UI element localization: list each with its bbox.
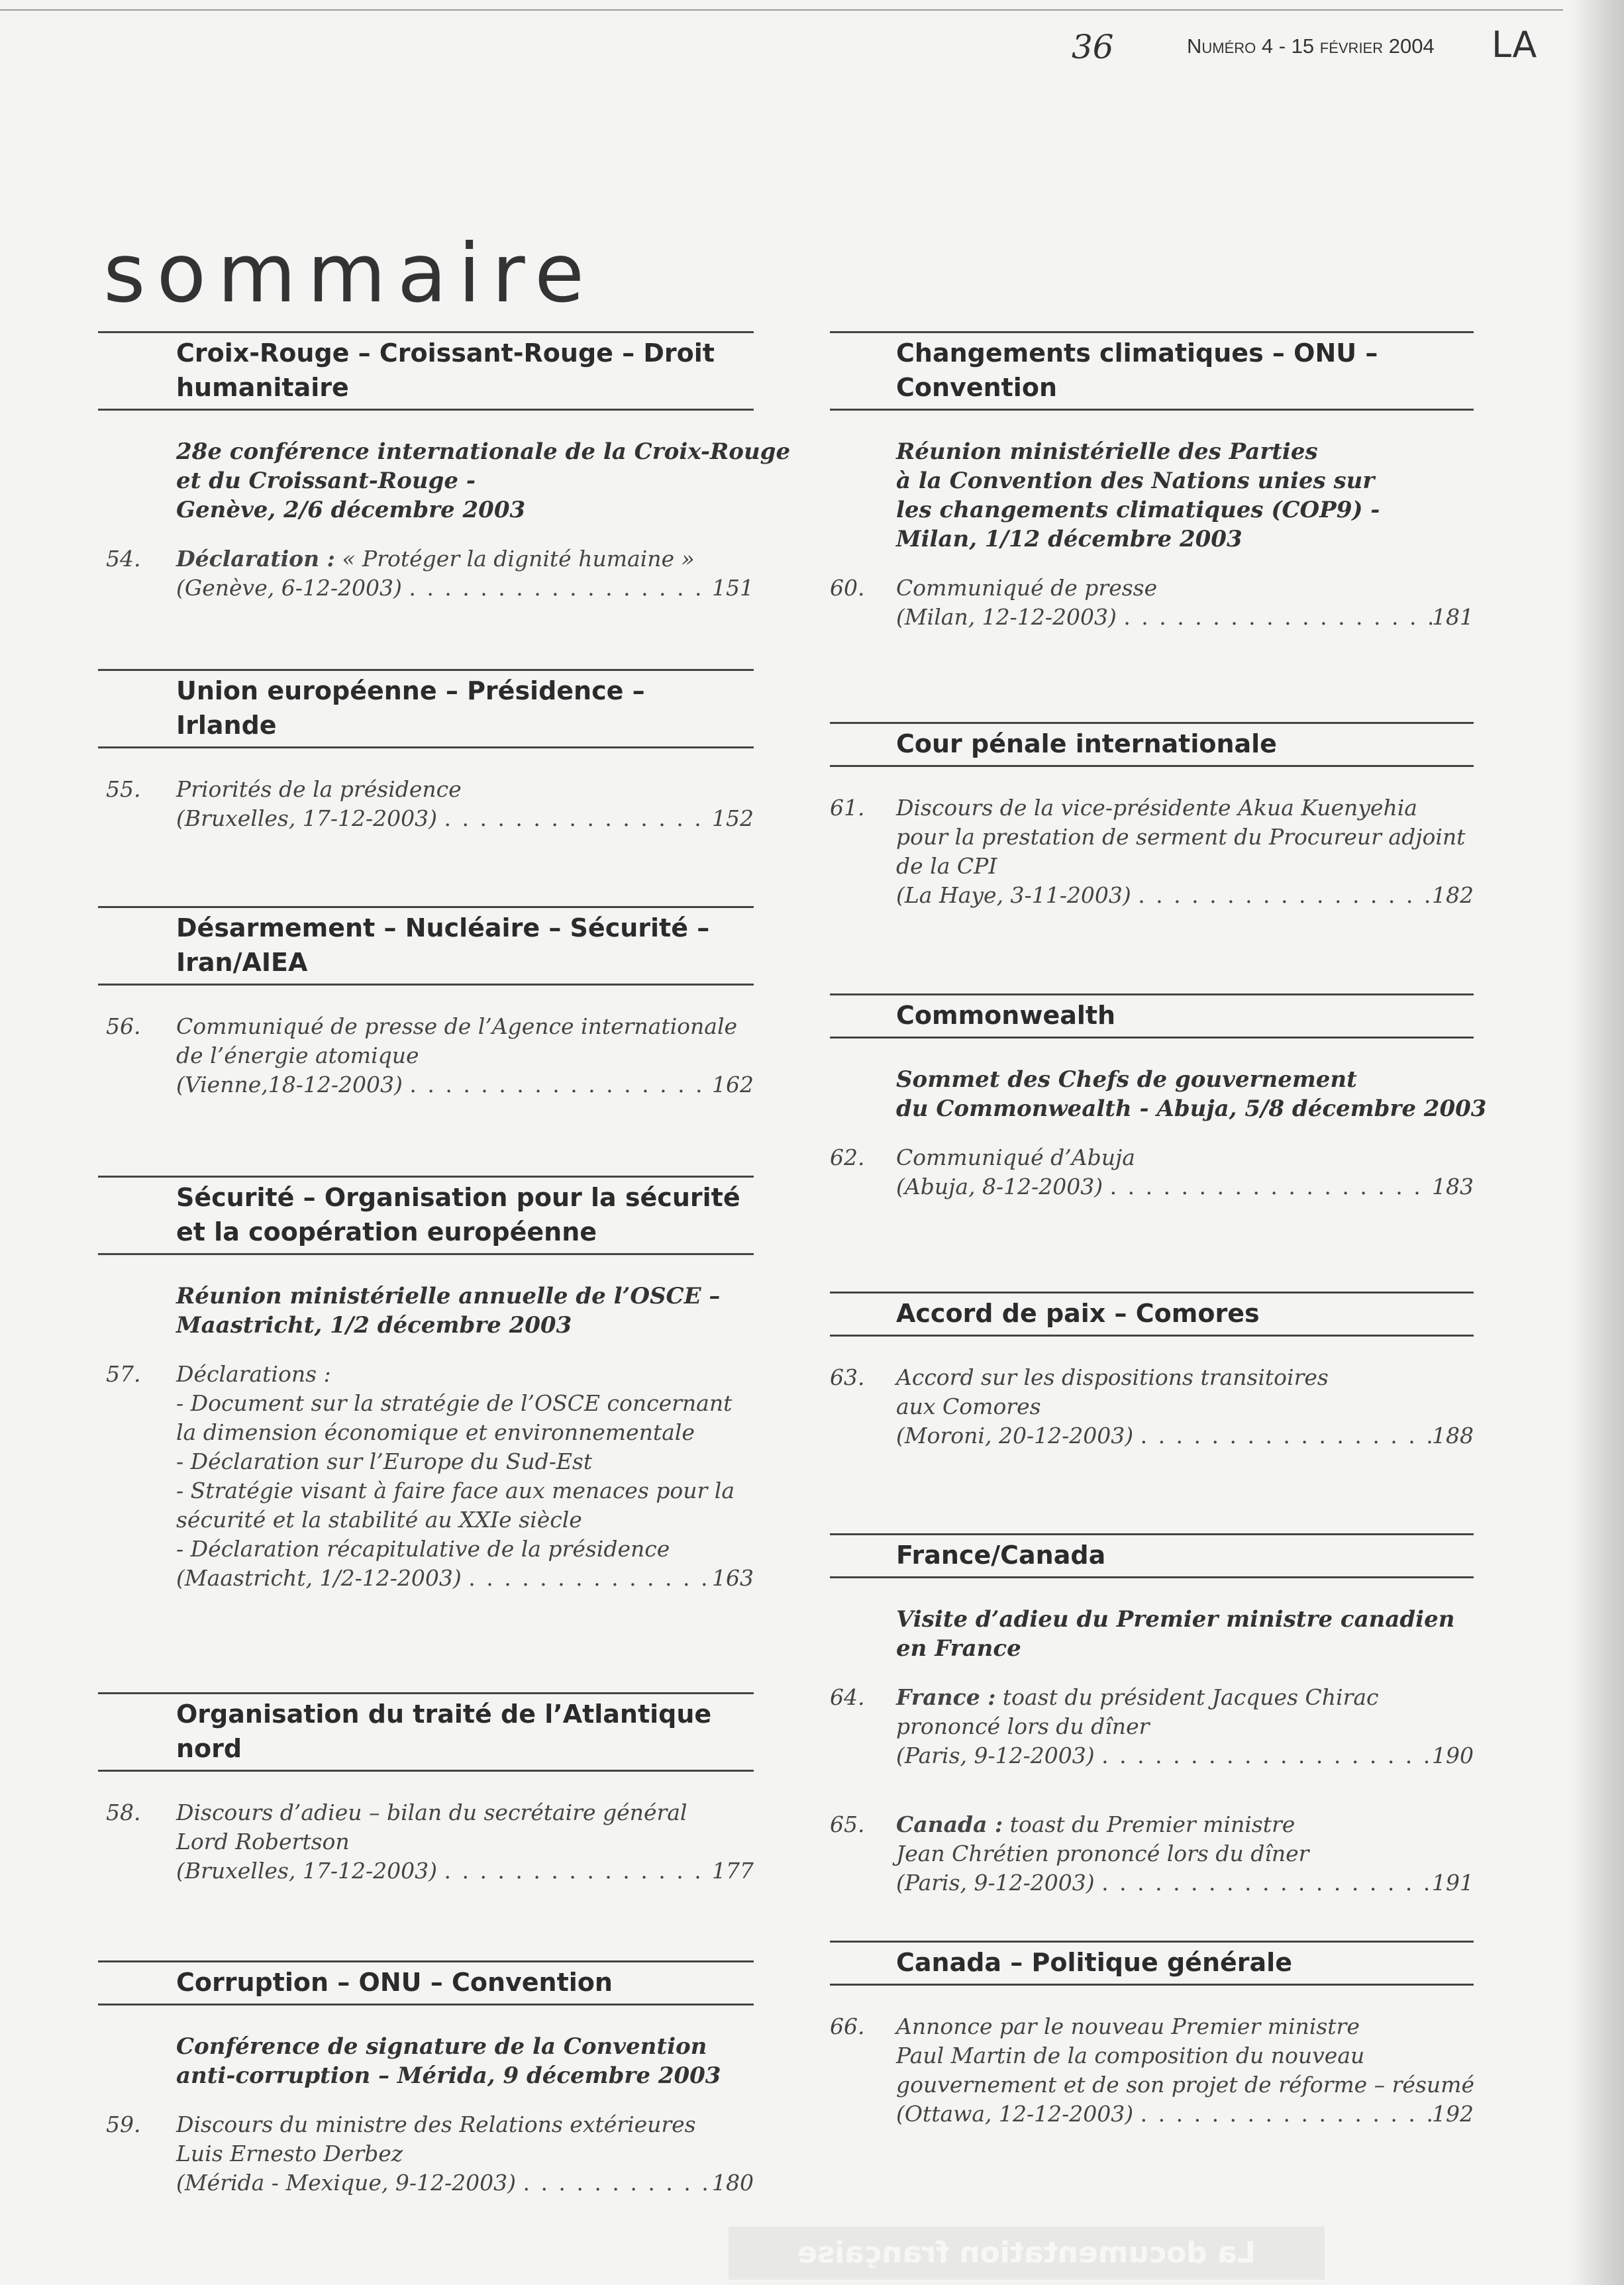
section-header (98, 331, 754, 411)
toc-section (830, 1292, 1474, 1450)
entry-number: 60. (830, 575, 865, 601)
section-title: Commonwealth (896, 1001, 1116, 1030)
entry-location-line (176, 804, 754, 833)
entry-body (176, 775, 754, 833)
toc-entry[interactable] (830, 2012, 1474, 2129)
toc-section (98, 669, 754, 833)
handwritten-page-number: 36 (1072, 28, 1114, 66)
entry-number: 66. (830, 2013, 865, 2039)
section-title: Union européenne – Présidence – Irlande (176, 676, 645, 740)
entry-location: (Bruxelles, 17-12-2003) (176, 805, 444, 831)
dot-leader (1138, 881, 1432, 910)
conference-line: à la Convention des Nations unies sur (896, 468, 1375, 494)
entry-body (896, 2012, 1474, 2129)
toc-entry[interactable] (830, 1810, 1474, 1898)
entry-number: 63. (830, 1364, 865, 1390)
conference-line: les changements climatiques (COP9) - (896, 497, 1380, 523)
toc-entry[interactable] (98, 1012, 754, 1099)
conference-title (896, 1065, 1487, 1123)
section-title: Sécurité – Organisation pour la sécurité et la coopération européenne (176, 1183, 740, 1246)
page-number: 177 (712, 1858, 754, 1884)
page-number: 152 (712, 805, 754, 831)
entry-line: la dimension économique et environnementale (176, 1419, 695, 1445)
entry-line: prononcé lors du dîner (896, 1713, 1150, 1739)
toc-section (98, 331, 791, 603)
entry-number: 56. (106, 1013, 141, 1039)
entry-location-line (176, 1564, 754, 1593)
toc-entry[interactable] (98, 544, 754, 603)
entry-location-line (176, 2168, 754, 2198)
conference-title (896, 437, 1474, 554)
entry-number: 58. (106, 1800, 141, 1825)
entry-line: Paul Martin de la composition du nouveau (896, 2043, 1365, 2068)
entry-location: (Mérida - Mexique, 9-12-2003) (176, 2170, 523, 2196)
entry-location-line (896, 1421, 1474, 1450)
entry-location: (Milan, 12-12-2003) (896, 604, 1124, 630)
section-header (98, 1692, 754, 1772)
entry-line: Jean Chrétien prononcé lors du dîner (896, 1841, 1309, 1866)
section-header (830, 993, 1474, 1039)
dot-leader (468, 1564, 712, 1593)
issue-label: Numéro 4 - 15 février 2004 (1187, 34, 1435, 58)
toc-entry[interactable] (98, 2110, 754, 2198)
toc-entry[interactable] (830, 574, 1474, 632)
entry-location-line (896, 603, 1474, 632)
section-header (830, 722, 1474, 767)
section-header (98, 1176, 754, 1255)
entry-line: - Déclaration sur l’Europe du Sud-Est (176, 1448, 593, 1474)
conference-title (176, 2032, 754, 2090)
toc-section (98, 1176, 754, 1593)
toc-entry[interactable] (830, 1143, 1474, 1201)
dot-leader (409, 1070, 712, 1099)
entry-body (896, 1810, 1474, 1898)
entry-location-line (896, 1741, 1474, 1770)
section-title: Canada – Politique générale (896, 1948, 1292, 1977)
section-header (98, 669, 754, 748)
entry-body (896, 1363, 1474, 1450)
entry-body (896, 793, 1474, 910)
entry-lead: France : (896, 1684, 996, 1710)
entry-location-line (176, 1070, 754, 1099)
entry-location: (Vienne,18-12-2003) (176, 1072, 410, 1097)
footer-publisher-band: La documentation française (729, 2227, 1325, 2280)
conference-line: anti-corruption – Mérida, 9 décembre 2003 (176, 2062, 721, 2089)
entry-number: 62. (830, 1144, 865, 1170)
entry-body (896, 574, 1474, 632)
entry-line: Communiqué de presse (896, 575, 1158, 601)
toc-section (830, 1941, 1474, 2129)
section-title: Corruption – ONU – Convention (176, 1968, 613, 1997)
entry-line: Discours de la vice-présidente Akua Kuenyehia (896, 795, 1417, 821)
conference-line: Réunion ministérielle des Parties (896, 438, 1318, 465)
entry-line: Discours d’adieu – bilan du secrétaire général (176, 1800, 687, 1825)
dot-leader (444, 804, 712, 833)
entry-lead: Déclaration : (176, 546, 335, 572)
page-number: 190 (1432, 1743, 1474, 1768)
entry-number: 59. (106, 2111, 141, 2137)
entry-line: - Déclaration récapitulative de la présidence (176, 1536, 670, 1562)
page-number: 192 (1432, 2101, 1474, 2127)
entry-line: Canada : toast du Premier ministre (896, 1811, 1295, 1837)
section-title: Organisation du traité de l’Atlantique nord (176, 1700, 712, 1763)
toc-section (830, 331, 1474, 632)
toc-entry[interactable] (830, 1363, 1474, 1450)
dot-leader (1141, 1421, 1432, 1450)
conference-line: Maastricht, 1/2 décembre 2003 (176, 1312, 572, 1339)
conference-title (176, 437, 791, 525)
page-number: 151 (712, 575, 754, 601)
entry-body (176, 2110, 754, 2198)
section-header (98, 906, 754, 986)
page-number: 163 (712, 1565, 754, 1591)
conference-line: Conférence de signature de la Convention (176, 2033, 707, 2060)
conference-line: Visite d’adieu du Premier ministre canadien (896, 1606, 1455, 1633)
entry-number: 65. (830, 1811, 865, 1837)
page-number: 181 (1432, 604, 1474, 630)
toc-entry[interactable] (98, 775, 754, 833)
toc-section (830, 722, 1474, 910)
entry-location: (Paris, 9-12-2003) (896, 1870, 1102, 1896)
entry-line: Priorités de la présidence (176, 776, 462, 802)
section-title: Cour pénale internationale (896, 729, 1277, 758)
conference-line: Sommet des Chefs de gouvernement (896, 1066, 1357, 1093)
section-header (830, 1292, 1474, 1337)
entry-body (176, 544, 754, 603)
entry-location: (Abuja, 8-12-2003) (896, 1174, 1110, 1199)
page-number: 188 (1432, 1423, 1474, 1448)
section-header (98, 1960, 754, 2006)
conference-line: et du Croissant-Rouge - (176, 468, 476, 494)
conference-line: Genève, 2/6 décembre 2003 (176, 497, 526, 523)
section-title: Accord de paix – Comores (896, 1299, 1260, 1328)
conference-line: 28e conférence internationale de la Croix-Rouge (176, 438, 791, 465)
page-title: sommaire (103, 226, 596, 321)
section-title: Changements climatiques – ONU – Convention (896, 338, 1378, 402)
entry-line: de l’énergie atomique (176, 1042, 419, 1068)
entry-body (176, 1798, 754, 1886)
entry-location: (Paris, 9-12-2003) (896, 1743, 1102, 1768)
section-title: France/Canada (896, 1541, 1106, 1570)
entry-line: France : toast du président Jacques Chirac (896, 1684, 1379, 1710)
conference-line: en France (896, 1635, 1021, 1662)
entry-body (176, 1012, 754, 1099)
toc-section (98, 1692, 754, 1886)
entry-line: - Stratégie visant à faire face aux menaces pour la (176, 1478, 735, 1503)
section-title: Croix-Rouge – Croissant-Rouge – Droit humanitaire (176, 338, 715, 402)
entry-location-line (176, 574, 754, 603)
entry-line: - Document sur la stratégie de l’OSCE concernant (176, 1390, 733, 1416)
page-number: 183 (1432, 1174, 1474, 1199)
entry-line: de la CPI (896, 853, 997, 879)
dot-leader (409, 574, 712, 603)
entry-line: Lord Robertson (176, 1829, 350, 1854)
conference-line: du Commonwealth - Abuja, 5/8 décembre 2003 (896, 1095, 1487, 1122)
toc-entry[interactable] (830, 1683, 1474, 1770)
entry-location: (Moroni, 20-12-2003) (896, 1423, 1141, 1448)
entry-line: Discours du ministre des Relations extérieures (176, 2111, 696, 2137)
entry-location-line (896, 881, 1474, 910)
entry-number: 57. (106, 1361, 141, 1387)
toc-entry[interactable] (98, 1798, 754, 1886)
dot-leader (444, 1856, 712, 1886)
entry-line: Luis Ernesto Derbez (176, 2141, 403, 2166)
toc-section (98, 1960, 754, 2198)
entry-location-line (896, 2100, 1474, 2129)
toc-section (98, 906, 754, 1099)
entry-line: Annonce par le nouveau Premier ministre (896, 2013, 1360, 2039)
section-header (830, 1941, 1474, 1986)
entry-location-line (896, 1172, 1474, 1201)
conference-line: Milan, 1/12 décembre 2003 (896, 526, 1243, 552)
entry-line: Communiqué de presse de l’Agence internationale (176, 1013, 738, 1039)
entry-body (896, 1683, 1474, 1770)
entry-line: sécurité et la stabilité au XXIe siècle (176, 1507, 582, 1533)
entry-body (176, 1360, 754, 1593)
entry-location: (Ottawa, 12-12-2003) (896, 2101, 1141, 2127)
conference-title (896, 1605, 1474, 1663)
entry-line: pour la prestation de serment du Procureur adjoint (896, 824, 1466, 850)
conference-title (176, 1282, 754, 1340)
dot-leader (1110, 1172, 1432, 1201)
handwritten-mark: LA (1492, 24, 1537, 66)
entry-location: (Bruxelles, 17-12-2003) (176, 1858, 444, 1884)
dot-leader (1101, 1741, 1432, 1770)
toc-entry[interactable] (98, 1360, 754, 1593)
entry-location-line (176, 1856, 754, 1886)
entry-number: 54. (106, 546, 141, 572)
entry-line: gouvernement et de son projet de réforme – résumé (896, 2072, 1474, 2098)
dot-leader (1123, 603, 1432, 632)
dot-leader (523, 2168, 712, 2198)
entry-number: 55. (106, 776, 141, 802)
dot-leader (1141, 2100, 1432, 2129)
page-number: 162 (712, 1072, 754, 1097)
entry-line: Déclaration : « Protéger la dignité humaine » (176, 546, 695, 572)
conference-line: Réunion ministérielle annuelle de l’OSCE – (176, 1283, 721, 1309)
page-number: 191 (1432, 1870, 1474, 1896)
entry-location: (Genève, 6-12-2003) (176, 575, 409, 601)
section-header (830, 1533, 1474, 1578)
section-header (830, 331, 1474, 411)
toc-section (830, 993, 1487, 1201)
page-number: 182 (1432, 882, 1474, 908)
page-number: 180 (712, 2170, 754, 2196)
toc-section (830, 1533, 1474, 1898)
entry-lead: Canada : (896, 1811, 1003, 1837)
entry-number: 61. (830, 795, 865, 821)
entry-line: Accord sur les dispositions transitoires (896, 1364, 1329, 1390)
entry-body (896, 1143, 1474, 1201)
top-rule (0, 9, 1563, 11)
entry-line: aux Comores (896, 1394, 1041, 1419)
page-edge-shadow (1571, 0, 1624, 2285)
entry-line: Communiqué d’Abuja (896, 1144, 1135, 1170)
section-title: Désarmement – Nucléaire – Sécurité – Iran/AIEA (176, 913, 710, 977)
dot-leader (1101, 1868, 1432, 1898)
toc-entry[interactable] (830, 793, 1474, 910)
entry-number: 64. (830, 1684, 865, 1710)
entry-location: (La Haye, 3-11-2003) (896, 882, 1139, 908)
entry-line: Déclarations : (176, 1361, 331, 1387)
entry-location-line (896, 1868, 1474, 1898)
entry-location: (Maastricht, 1/2-12-2003) (176, 1565, 469, 1591)
